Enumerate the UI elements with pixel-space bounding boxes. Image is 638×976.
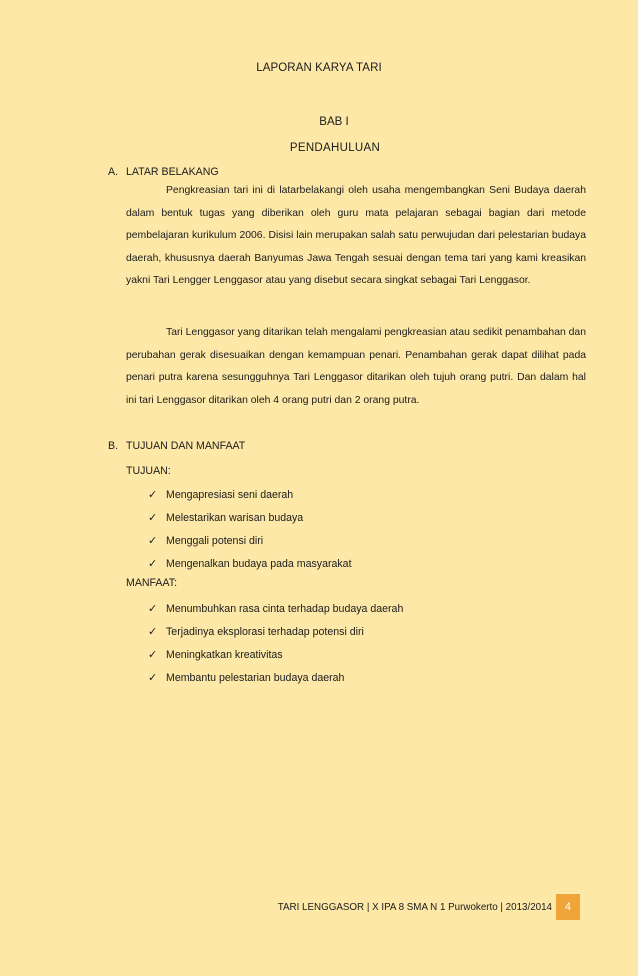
check-icon: ✓ <box>148 511 158 524</box>
chapter-title: PENDAHULUAN <box>289 142 381 154</box>
tujuan-label: TUJUAN: <box>126 465 171 477</box>
paragraph-latar-belakang-2 <box>126 322 586 412</box>
list-item: ✓ Menggali potensi diri <box>148 529 352 552</box>
document-title: LAPORAN KARYA TARI <box>256 62 382 74</box>
check-icon: ✓ <box>148 625 158 638</box>
page-number-badge: 4 <box>556 894 580 920</box>
section-heading-latar-belakang <box>108 166 219 178</box>
check-icon: ✓ <box>148 488 158 501</box>
section-marker: B. <box>108 440 119 452</box>
section-marker: A. <box>108 166 119 178</box>
list-item: ✓ Mengapresiasi seni daerah <box>148 483 352 506</box>
section-title: TUJUAN DAN MANFAAT <box>126 440 246 452</box>
footer-text: TARI LENGGASOR | X IPA 8 SMA N 1 Purwokerto | 2013/2014 <box>277 902 552 913</box>
manfaat-label: MANFAAT: <box>126 577 178 589</box>
list-item: ✓ Melestarikan warisan budaya <box>148 506 352 529</box>
list-item: ✓ Meningkatkan kreativitas <box>148 643 403 666</box>
chapter-number: BAB I <box>319 116 349 128</box>
check-icon: ✓ <box>148 602 158 615</box>
list-item: ✓ Membantu pelestarian budaya daerah <box>148 666 403 689</box>
check-icon: ✓ <box>148 671 158 684</box>
section-title: LATAR BELAKANG <box>126 166 219 178</box>
section-heading-tujuan-manfaat <box>108 440 245 452</box>
check-icon: ✓ <box>148 534 158 547</box>
list-item: ✓ Menumbuhkan rasa cinta terhadap budaya daerah <box>148 597 403 620</box>
paragraph-latar-belakang-1 <box>126 180 586 293</box>
check-icon: ✓ <box>148 557 158 570</box>
list-item: ✓ Terjadinya eksplorasi terhadap potensi diri <box>148 620 403 643</box>
paragraph-text: Tari Lenggasor yang ditarikan telah mengalami pengkreasian atau sedikit penambahan dan perubahan gerak disesuaikan dengan kemampuan penari. Penambahan gerak dapat dilihat pada penari putra karena sesungguhnya Tari Lenggasor ditarikan oleh tujuh orang putri. Dan dalam hal ini tari Lenggasor ditarikan oleh 4 orang putri dan 2 orang putra. <box>126 327 586 406</box>
check-icon: ✓ <box>148 648 158 661</box>
manfaat-list <box>148 597 403 689</box>
list-item: ✓ Mengenalkan budaya pada masyarakat <box>148 552 352 575</box>
tujuan-list <box>148 483 352 575</box>
paragraph-text: Pengkreasian tari ini di latarbelakangi oleh usaha mengembangkan Seni Budaya daerah dalam bentuk tugas yang diberikan oleh guru mata pelajaran sebagai bagian dari metode pembelajaran kurikulum 2006. Disisi lain merupakan salah satu perwujudan dari pelestarian budaya daerah, khususnya daerah Banyumas Jawa Tengah sesuai dengan tema tari yang kami kreasikan yakni Tari Lengger Lenggasor atau yang disebut secara singkat sebagai Tari Lenggasor. <box>126 185 586 287</box>
